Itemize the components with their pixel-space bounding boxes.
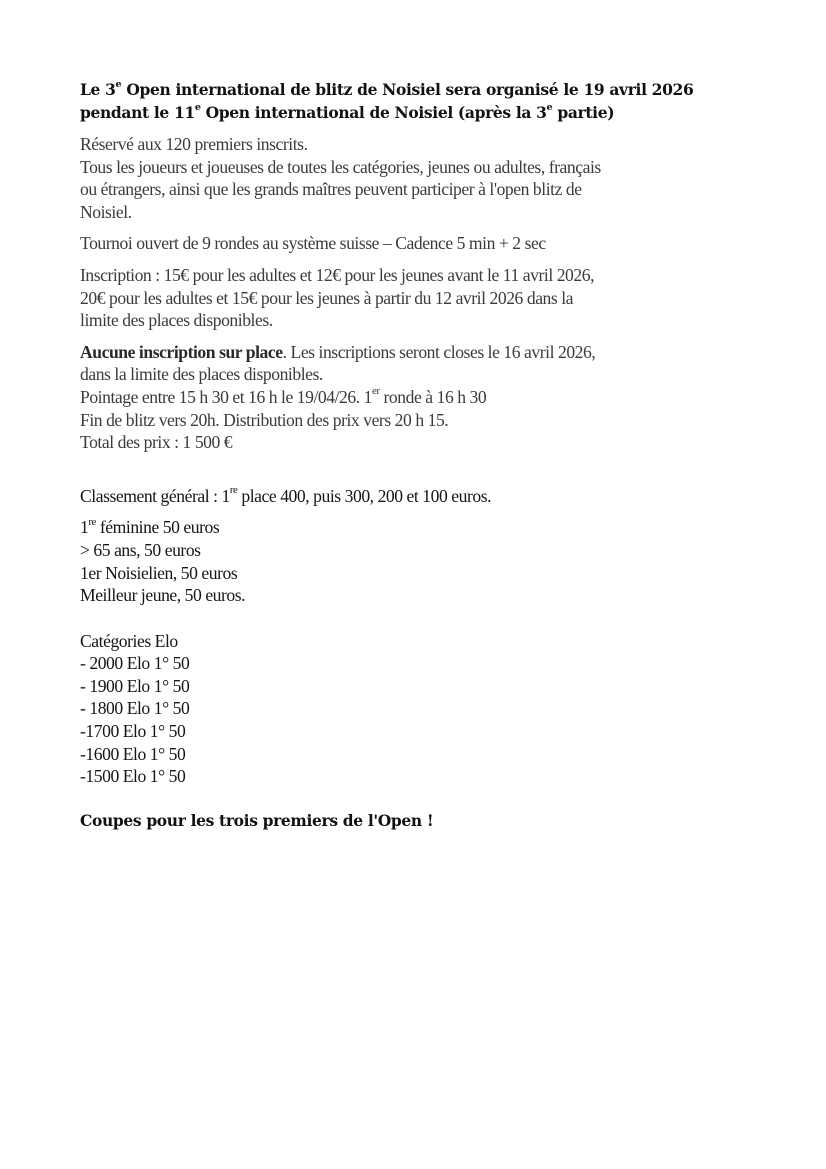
special-prizes-paragraph xyxy=(80,516,750,606)
document-page xyxy=(80,78,750,832)
document-title xyxy=(80,78,750,124)
elo-item: - 1900 Elo 1° 50 xyxy=(80,675,190,696)
prize-text: place 400, puis 300, 200 et 100 euros. xyxy=(237,485,492,506)
title-text: Le 3 xyxy=(80,80,116,99)
intro-line: Tous les joueurs et joueuses de toutes les catégories, jeunes ou adultes, français xyxy=(80,156,601,177)
total-prizes: Total des prix : 1 500 € xyxy=(80,432,233,453)
elo-item: -1500 Elo 1° 50 xyxy=(80,766,186,787)
title-text: Open international de Noisiel (après la 3 xyxy=(200,103,547,122)
registration-line: Fin de blitz vers 20h. Distribution des prix vers 20 h 15. xyxy=(80,409,449,430)
ordinal-sup: e xyxy=(115,79,122,91)
registration-line-1 xyxy=(80,341,750,364)
registration-text: ronde à 16 h 30 xyxy=(379,386,487,407)
general-ranking-paragraph xyxy=(80,485,750,508)
prize-senior: > 65 ans, 50 euros xyxy=(80,539,201,560)
intro-line: ou étrangers, ainsi que les grands maîtres peuvent participer à l'open blitz de xyxy=(80,179,582,200)
title-line-2 xyxy=(80,101,750,124)
prize-text: 1 xyxy=(80,517,89,538)
ordinal-sup: re xyxy=(88,515,96,528)
elo-item: - 2000 Elo 1° 50 xyxy=(80,653,190,674)
prize-youth: Meilleur jeune, 50 euros. xyxy=(80,585,246,606)
registration-line: dans la limite des places disponibles. xyxy=(80,364,323,385)
ordinal-sup: e xyxy=(546,102,553,114)
elo-categories xyxy=(80,630,750,788)
format-paragraph xyxy=(80,232,750,255)
registration-line-3 xyxy=(80,386,750,409)
elo-item: -1700 Elo 1° 50 xyxy=(80,721,186,742)
title-text: pendant le 11 xyxy=(80,103,195,122)
elo-title: Catégories Elo xyxy=(80,630,178,651)
ordinal-sup: re xyxy=(229,484,238,497)
prize-women xyxy=(80,516,750,539)
prize-local: 1er Noisielien, 50 euros xyxy=(80,562,238,583)
closing-statement: Coupes pour les trois premiers de l'Open ! xyxy=(80,810,434,830)
title-text: partie) xyxy=(552,103,615,122)
title-line-1 xyxy=(80,78,750,101)
fees-paragraph xyxy=(80,264,750,332)
no-onsite-registration-emphasis: Aucune inscription sur place xyxy=(80,341,283,362)
elo-item: -1600 Elo 1° 50 xyxy=(80,743,186,764)
spacer xyxy=(80,463,750,485)
registration-text: . Les inscriptions seront closes le 16 avril 2026, xyxy=(282,341,596,362)
fees-line: Inscription : 15€ pour les adultes et 12€ pour les jeunes avant le 11 avril 2026, xyxy=(80,264,595,285)
intro-line: Réservé aux 120 premiers inscrits. xyxy=(80,134,308,154)
elo-item: - 1800 Elo 1° 50 xyxy=(80,698,190,719)
spacer xyxy=(80,797,750,809)
prize-text: féminine 50 euros xyxy=(95,517,220,538)
registration-text: Pointage entre 15 h 30 et 16 h le 19/04/26. 1 xyxy=(80,386,372,407)
format-text: Tournoi ouvert de 9 rondes au système suisse – Cadence 5 min + 2 sec xyxy=(80,233,546,254)
registration-paragraph xyxy=(80,341,750,454)
ordinal-sup: e xyxy=(194,102,201,114)
fees-line: limite des places disponibles. xyxy=(80,310,273,331)
intro-paragraph xyxy=(80,133,750,223)
spacer xyxy=(80,616,750,630)
fees-line: 20€ pour les adultes et 15€ pour les jeunes à partir du 12 avril 2026 dans la xyxy=(80,287,574,308)
intro-line: Noisiel. xyxy=(80,201,132,222)
prize-text: Classement général : 1 xyxy=(80,485,230,506)
title-text: Open international de blitz de Noisiel sera organisé le 19 avril 2026 xyxy=(121,80,694,99)
ordinal-sup: er xyxy=(372,385,380,398)
general-ranking-line xyxy=(80,485,750,508)
